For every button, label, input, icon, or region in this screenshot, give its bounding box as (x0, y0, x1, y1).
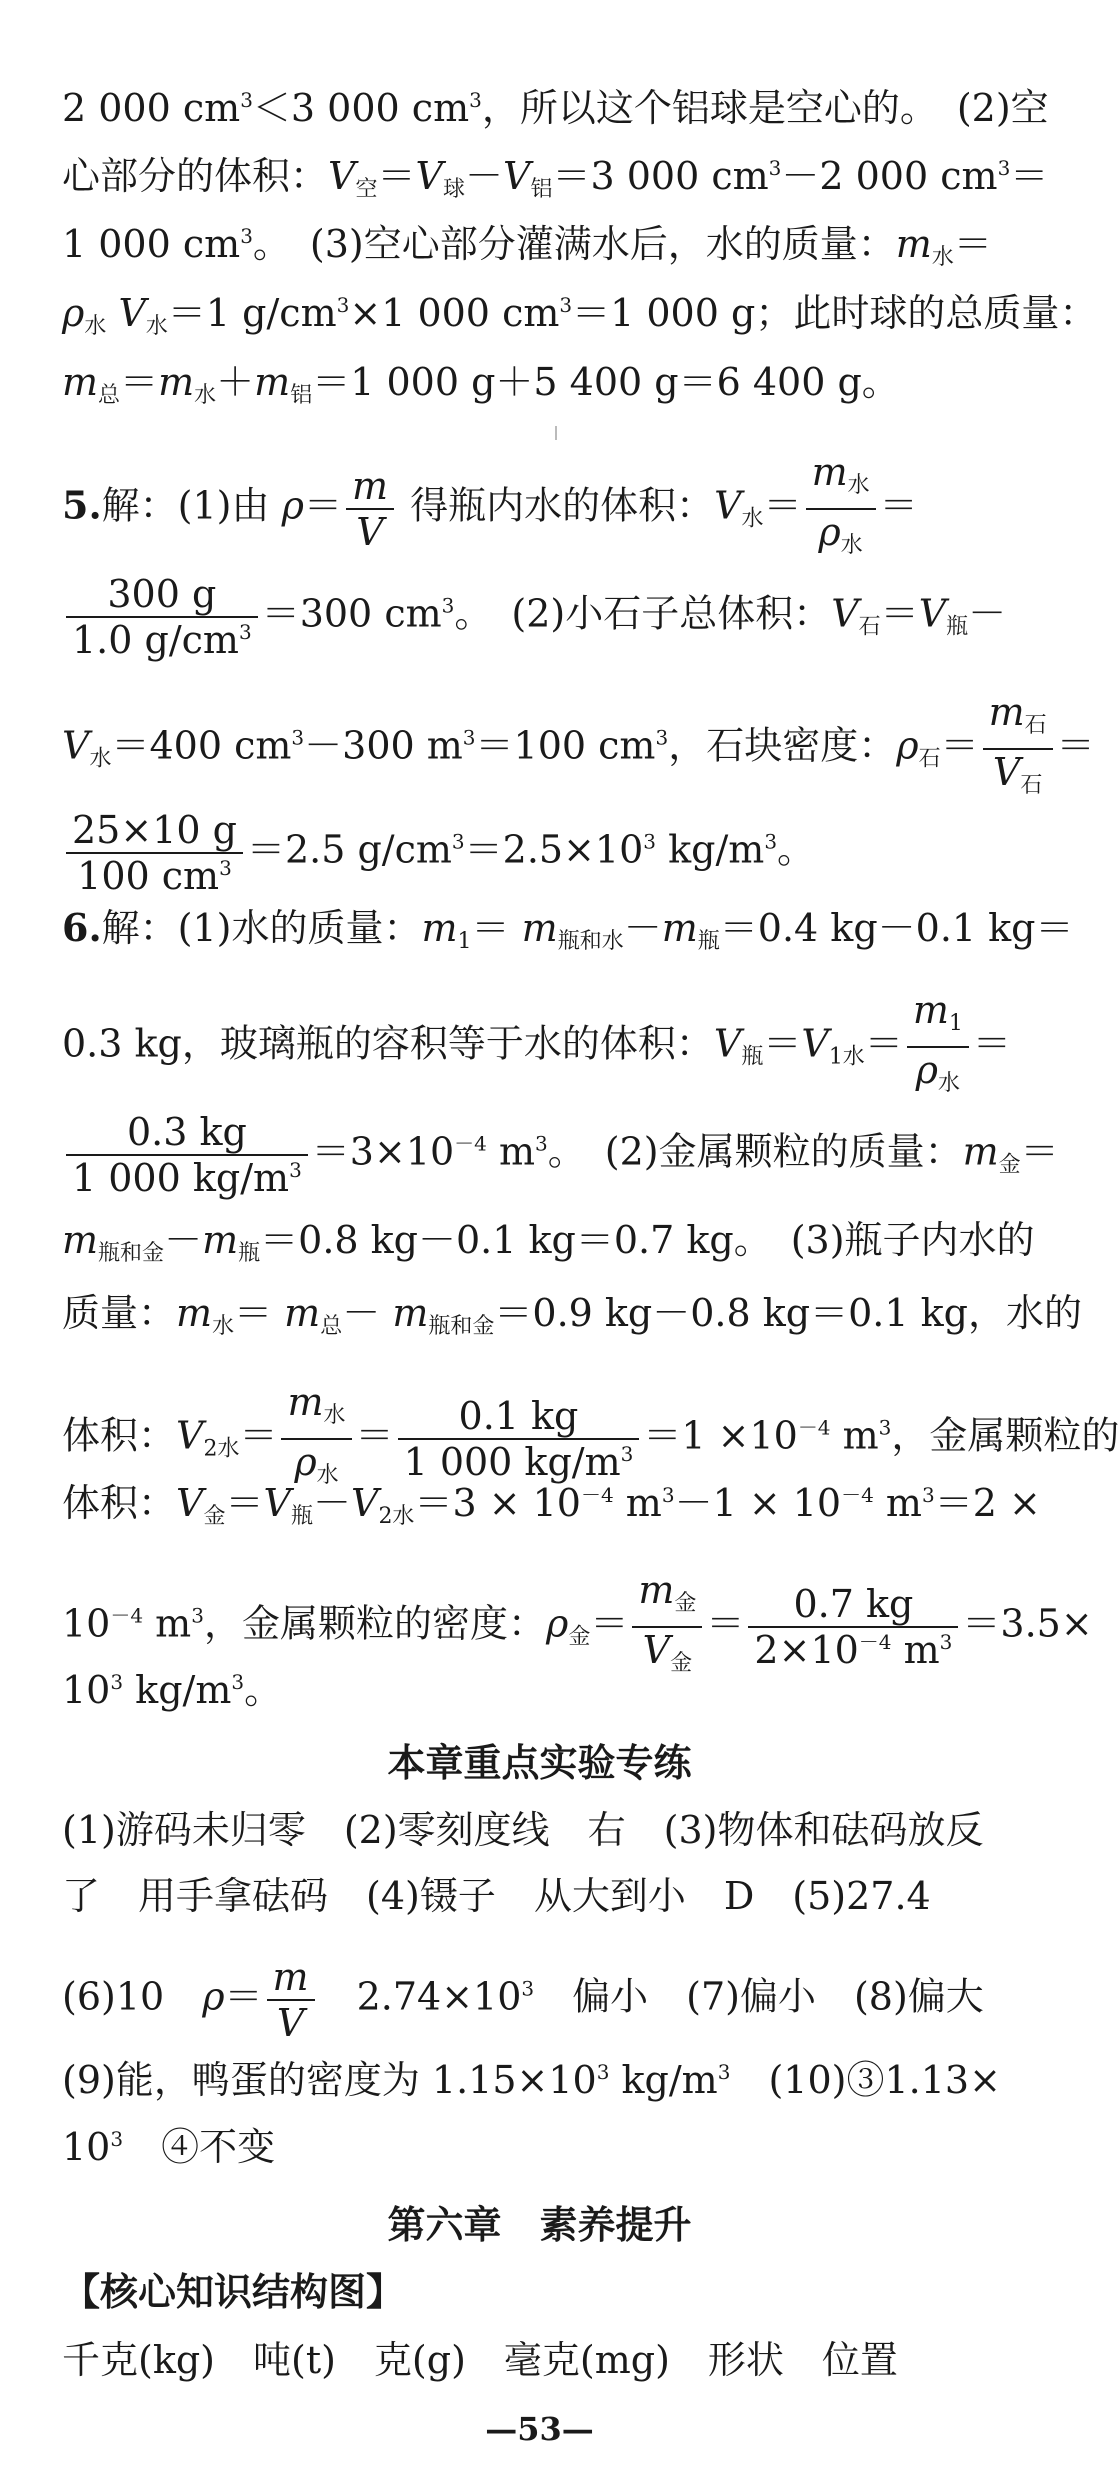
problem-6-line-2: 0.3 kg，玻璃瓶的容积等于水的体积：$V_瓶=V_{1水}=$ $\frac{m_1}{\rho_水}$ ＝ (62, 988, 1011, 1096)
text-line-2: 心部分的体积：$V_空=V_球-V_铝=3$ 000 $cm^3-2$ 000 $cm^3=$ (62, 154, 1049, 202)
problem-5-line-2: $\frac{300 g}{1.0 g/cm^3}$ ＝300 $cm^3$。 (2)小石子总体积：$V_石=V_瓶-$ (62, 572, 1022, 632)
problem-5-line-1: 5.解：(1)由 ρ＝ $\frac{m}{V}$ 得瓶内水的体积：$V_水=$ $\frac{m_水}{\rho_水}$ ＝ (62, 450, 918, 558)
experiment-line-4: (9)能，鸭蛋的密度为 $1.15\times 10^3$ $kg/m^3$ (10)③1.13× (62, 2058, 1001, 2102)
problem-6-line-6: 体积：$V_{2水}=$ $\frac{m_水}{\rho_水}$ ＝ $\frac{0.1 kg}{1 000 kg/m^3}$ $=1 \times 10^{-4}$ $m^3$，金属颗粒的 (62, 1380, 1119, 1488)
problem-6-line-3: $\frac{0.3 kg}{1 000 kg/m^3}$ $=3\times 10^{-4}$ $m^3$。 (2)金属颗粒的质量：$m_金=$ (62, 1110, 1022, 1170)
experiment-heading: 本章重点实验专练 (387, 1741, 692, 1785)
problem-6-line-7: 体积：$V_金=V_瓶-V_{2水}=3 \times 10^{-4}$ $m^3-1 \times 10^{-4}$ $m^3=2$ × (62, 1481, 1041, 1529)
page-number: —53— (485, 2410, 594, 2448)
problem-5-line-3: $V_水=400$ $cm^3-300$ $m^3=100$ $cm^3$，石块密度：$\rho_石=$ $\frac{m_石}{V_石}$ ＝ (62, 690, 1095, 798)
knowledge-line: 千克(kg) 吨(t) 克(g) 毫克(mg) 形状 位置 (62, 2338, 898, 2382)
text-line-1: 2 000 $cm^3<3$ 000 $cm^3$，所以这个铝球是空心的。 (2)空 (62, 86, 1049, 130)
experiment-line-1: (1)游码未归零 (2)零刻度线 右 (3)物体和砝码放反 (62, 1808, 984, 1852)
scan-mark (555, 426, 557, 440)
problem-6-line-8: $10^{-4}$ $m^3$，金属颗粒的密度：$\rho_金=$ $\frac{m_金}{V_金}$ ＝ $\frac{0.7 kg}{2\times 10^{-4} m^3}$ ＝3.5× (62, 1568, 1093, 1676)
problem-6-line-9: $10^3$ $kg/m^3$。 (62, 1668, 283, 1712)
experiment-line-3: (6)10 ρ＝ $\frac{m}{V}$ $2.74\times 10^3$ 偏小 (7)偏小 (8)偏大 (62, 1955, 984, 2045)
core-knowledge-heading: 【核心知识结构图】 (62, 2270, 405, 2314)
experiment-line-2: 了 用手拿砝码 (4)镊子 从大到小 D (5)27.4 (62, 1874, 931, 1918)
experiment-line-5: $10^3$ ④不变 (62, 2125, 276, 2169)
problem-5-line-4: $\frac{25\times 10 g}{100 cm^3}$ ＝2.5 $g/cm^3=2.5\times 10^3$ $kg/m^3$。 (62, 808, 1022, 868)
text-line-3: 1 000 $cm^3$。 (3)空心部分灌满水后，水的质量：$m_水=$ (62, 222, 992, 270)
problem-6-line-4: $m_{瓶和金}-m_瓶=0.8$ kg－0.1 kg＝0.7 kg。 (3)瓶子内水的 (62, 1218, 1035, 1266)
problem-6-line-5: 质量：$m_水= m_总- m_{瓶和金}=0.9$ kg－0.8 kg＝0.1 kg，水的 (62, 1291, 1082, 1339)
chapter-heading: 第六章 素养提升 (387, 2203, 692, 2247)
text-line-4: $\rho_水$ $V_水=1$ $g/cm^3\times 1$ 000 $cm^3=1$ 000 g；此时球的总质量： (62, 291, 1098, 339)
text-line-5: $m_总=m_水+m_铝=1$ 000 g＋5 400 g＝6 400 g。 (62, 360, 900, 408)
problem-6-line-1: 6.解：(1)水的质量：$m_1= m_{瓶和水}-m_瓶=0.4$ kg－0.1 kg＝ (62, 905, 1074, 954)
